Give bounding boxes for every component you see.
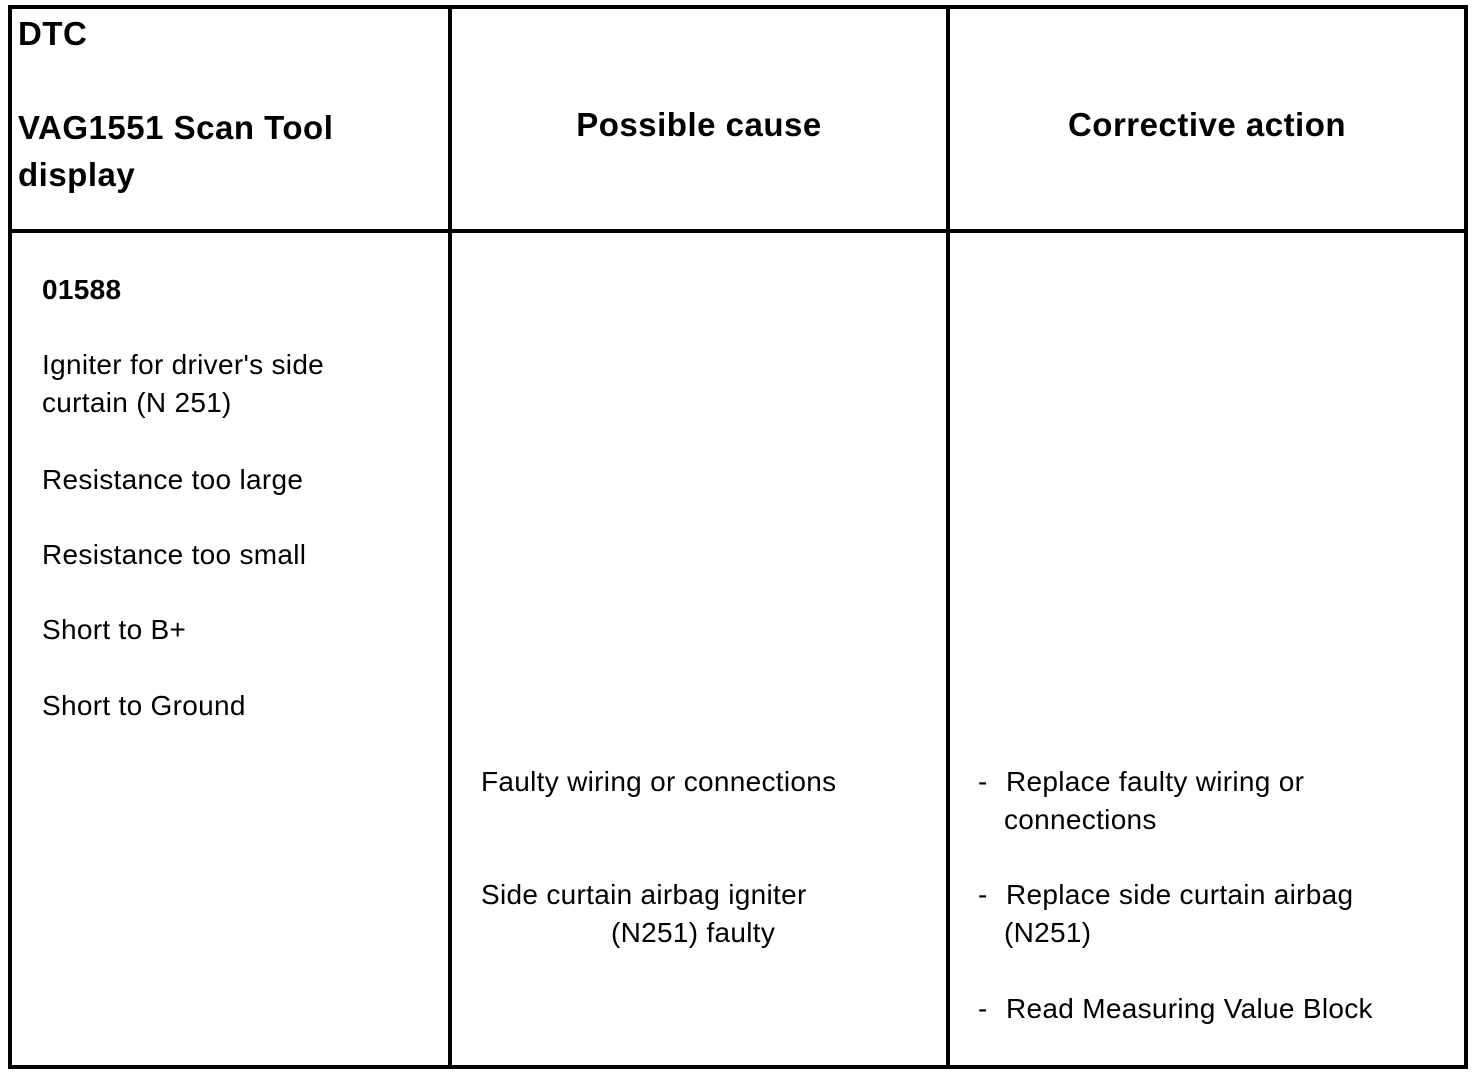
- action-replace-airbag-line2: (N251): [1004, 917, 1092, 948]
- dtc-description-line2: curtain (N 251): [42, 387, 232, 418]
- action-dash-3: -: [978, 993, 988, 1024]
- dtc-table: [8, 5, 1468, 1069]
- action-replace-airbag-line1: Replace side curtain airbag: [1006, 879, 1354, 910]
- cause-faulty-wiring: Faulty wiring or connections: [481, 766, 837, 797]
- column-divider-1: [448, 9, 452, 1065]
- header-scan-tool-label: VAG1551 Scan Tool: [18, 109, 334, 146]
- fault-short-to-ground: Short to Ground: [42, 690, 246, 721]
- action-dash-2: -: [978, 879, 988, 910]
- action-dash-1: -: [978, 766, 988, 797]
- fault-resistance-too-large: Resistance too large: [42, 464, 304, 495]
- header-possible-cause: Possible cause: [576, 106, 822, 143]
- fault-resistance-too-small: Resistance too small: [42, 539, 307, 570]
- header-display-label: display: [18, 156, 136, 193]
- column-divider-2: [946, 9, 950, 1065]
- action-replace-wiring-line1: Replace faulty wiring or: [1006, 766, 1305, 797]
- header-divider: [12, 229, 1464, 233]
- cause-igniter-line2: (N251) faulty: [611, 917, 776, 948]
- header-corrective-action: Corrective action: [1067, 106, 1347, 143]
- action-replace-wiring-line2: connections: [1004, 804, 1157, 835]
- dtc-code: 01588: [42, 274, 122, 305]
- header-dtc-label: DTC: [18, 15, 88, 52]
- cause-igniter-line1: Side curtain airbag igniter: [481, 879, 807, 910]
- dtc-description-line1: Igniter for driver's side: [42, 349, 325, 380]
- fault-short-to-b-plus: Short to B+: [42, 614, 187, 645]
- action-read-measuring-value-block: Read Measuring Value Block: [1006, 993, 1373, 1024]
